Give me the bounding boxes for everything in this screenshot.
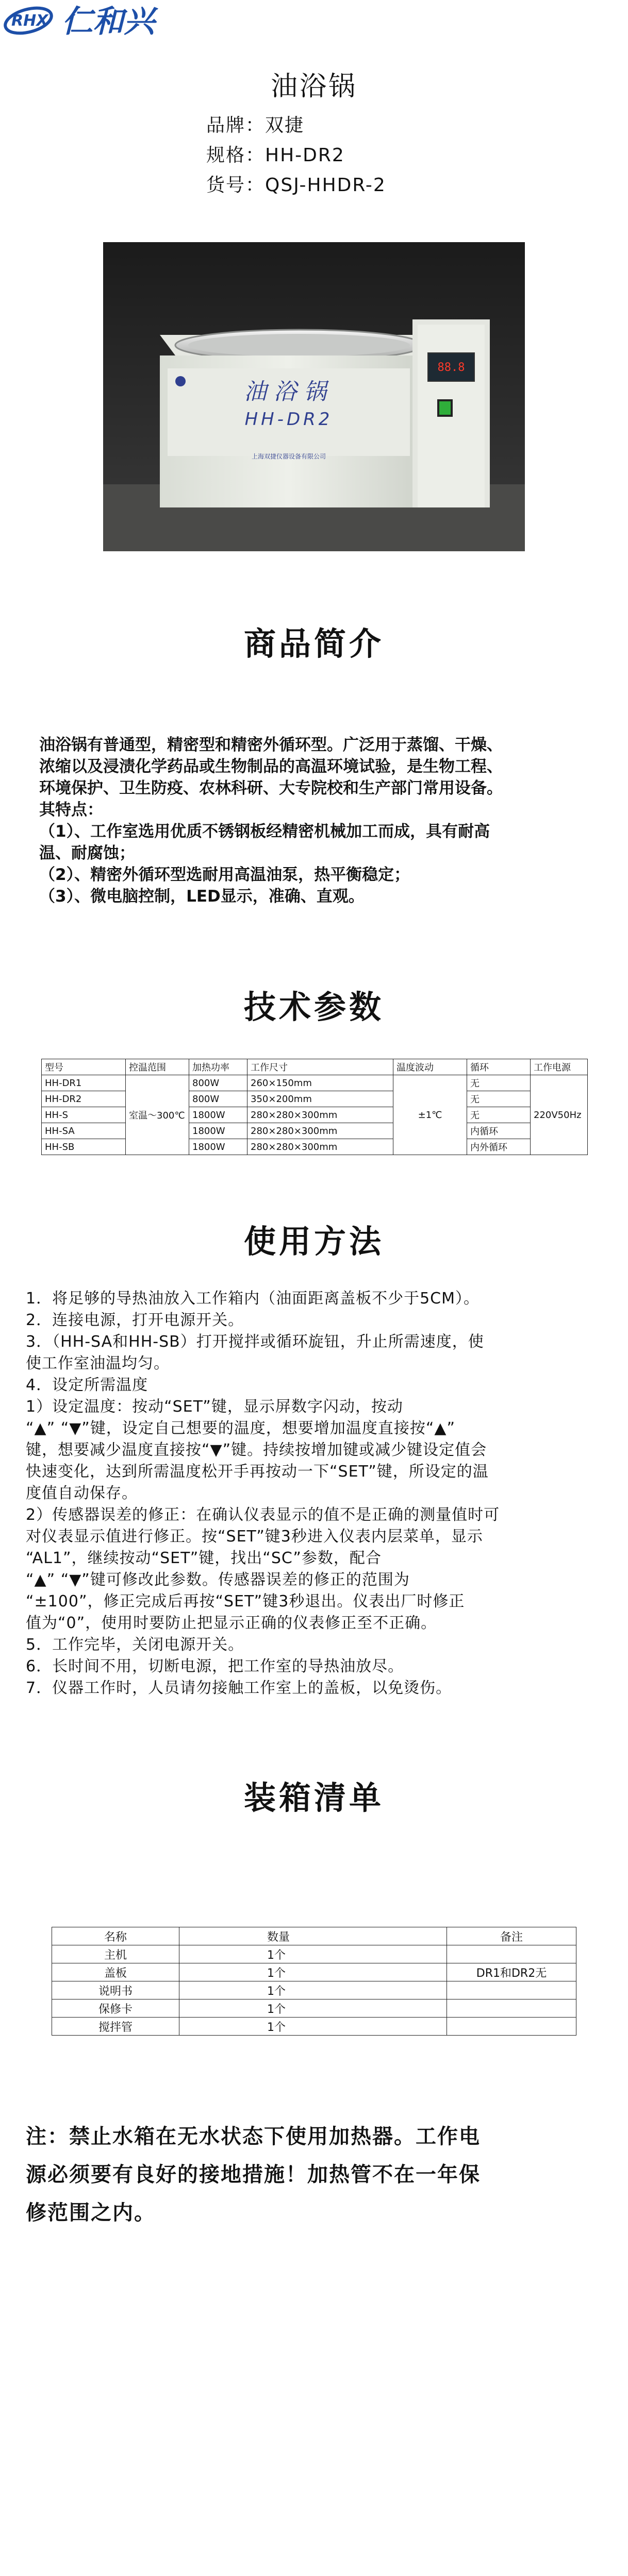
packing-note (447, 2018, 576, 2036)
product-photo (103, 242, 525, 551)
packing-name: 主机 (52, 1945, 179, 1963)
product-spec-lines (206, 111, 386, 200)
table-row (42, 1107, 588, 1123)
spec-cycle: 内外循环 (467, 1139, 531, 1155)
logo-mark-icon (3, 4, 54, 38)
usage-line: “AL1”，继续按动“SET”键，找出“SC”参数，配合 (26, 1549, 382, 1567)
spec-size: 280×280×300mm (247, 1139, 393, 1155)
packing-header: 备注 (447, 1927, 576, 1945)
intro-line: 温、耐腐蚀； (39, 844, 135, 862)
packing-note (447, 1999, 576, 2018)
spec-power: 1800W (189, 1139, 247, 1155)
packing-name: 保修卡 (52, 1999, 179, 2018)
intro-line: （3）、微电脑控制，LED显示，准确、直观。 (39, 887, 365, 906)
intro-body (39, 734, 596, 907)
packing-header: 名称 (52, 1927, 179, 1945)
spec-power: 800W (189, 1091, 247, 1107)
brand-dot-icon (175, 376, 186, 386)
usage-line: 1）设定温度：按动“SET”键，显示屏数字闪动，按动 (26, 1398, 403, 1416)
spec-model: HH-SB (42, 1139, 126, 1155)
table-row (52, 2018, 576, 2036)
packing-title: 装箱清单 (243, 1779, 384, 1817)
spec-size: 350×200mm (247, 1091, 393, 1107)
packing-note (447, 1981, 576, 1999)
spec-power: 800W (189, 1075, 247, 1091)
logo-wordmark: 仁和兴 (62, 4, 155, 40)
table-row (52, 1945, 576, 1963)
table-row (42, 1123, 588, 1139)
usage-line: “±100”，修正完成后再按“SET”键3秒退出。仪表出厂时修正 (26, 1592, 465, 1611)
spec-fluctuation: ±1℃ (393, 1075, 467, 1155)
packing-qty: 1个 (179, 1963, 447, 1981)
photo-label-main: 油浴锅 (244, 379, 334, 405)
specs-header: 加热功率 (189, 1059, 247, 1075)
usage-line: 1．将足够的导热油放入工作箱内（油面距离盖板不少于5CM）。 (26, 1290, 480, 1308)
specs-header: 循环 (467, 1059, 531, 1075)
spec-cycle: 无 (467, 1091, 531, 1107)
intro-title: 商品简介 (243, 625, 384, 663)
table-row (52, 1981, 576, 1999)
usage-line: 2）传感器误差的修正：在确认仪表显示的值不是正确的测量值时可 (26, 1506, 500, 1524)
note-line: 注：禁止水箱在无水状态下使用加热器。工作电 (26, 2125, 481, 2148)
usage-line: “▲” “▼”键可修改此参数。传感器误差的修正的范围为 (26, 1571, 410, 1589)
spec-model: HH-DR1 (42, 1075, 126, 1091)
usage-line: 7．仪器工作时，人员请勿接触工作室上的盖板，以免烫伤。 (26, 1679, 452, 1697)
packing-note (447, 1945, 576, 1963)
spec-temp-range: 室温～300℃ (126, 1075, 189, 1155)
spec-power: 1800W (189, 1123, 247, 1139)
specs-header: 控温范围 (126, 1059, 189, 1075)
note-line: 源必须要有良好的接地措施！加热管不在一年保 (26, 2163, 481, 2187)
photo-label-model: HH-DR2 (244, 409, 333, 430)
usage-line: 使工作室油温均匀。 (26, 1354, 170, 1372)
table-row (42, 1075, 588, 1091)
usage-line: 6．长时间不用，切断电源，把工作室的导热油放尽。 (26, 1657, 404, 1675)
display-reading: 88.8 (437, 361, 465, 374)
usage-line: 键，想要减少温度直接按“▼”键。持续按增加键或减少键设定值会 (26, 1441, 487, 1459)
packing-name: 说明书 (52, 1981, 179, 1999)
usage-title: 使用方法 (243, 1223, 384, 1260)
sku-line: 货号：QSJ-HHDR-2 (206, 175, 386, 196)
table-row (42, 1091, 588, 1107)
product-title: 油浴锅 (270, 71, 357, 102)
specs-table (41, 1059, 588, 1155)
intro-line: 油浴锅有普通型，精密型和精密外循环型。广泛用于蒸馏、干燥、 (39, 736, 503, 754)
spec-model: HH-S (42, 1107, 126, 1123)
specs-header: 工作尺寸 (247, 1059, 393, 1075)
usage-line: 3．（HH-SA和HH-SB）打开搅拌或循环旋钮，升止所需速度，使 (26, 1333, 484, 1351)
usage-line: 快速变化，达到所需温度松开手再按动一下“SET”键，所设定的温 (26, 1463, 489, 1481)
packing-qty: 1个 (179, 1981, 447, 1999)
model-line: 规格：HH-DR2 (206, 145, 345, 166)
usage-line: 5．工作完毕，关闭电源开关。 (26, 1636, 244, 1654)
specs-header: 温度波动 (393, 1059, 467, 1075)
usage-line: 度值自动保存。 (26, 1484, 138, 1502)
intro-line: （1）、工作室选用优质不锈钢板经精密机械加工而成，具有耐高 (39, 822, 490, 841)
packing-name: 盖板 (52, 1963, 179, 1981)
spec-model: HH-DR2 (42, 1091, 126, 1107)
usage-line: 4．设定所需温度 (26, 1376, 148, 1394)
spec-size: 280×280×300mm (247, 1123, 393, 1139)
warning-note (26, 2117, 567, 2232)
spec-size: 280×280×300mm (247, 1107, 393, 1123)
intro-line: （2）、精密外循环型选耐用高温油泵，热平衡稳定； (39, 866, 410, 884)
table-row (42, 1139, 588, 1155)
table-row (52, 1999, 576, 2018)
table-row (52, 1963, 576, 1981)
intro-line: 浓缩以及浸渍化学药品或生物制品的高温环境试验，是生物工程、 (39, 757, 503, 776)
photo-label-company: 上海双捷仪器设备有限公司 (251, 453, 326, 460)
specs-header: 型号 (42, 1059, 126, 1075)
usage-line: 对仪表显示值进行修正。按“SET”键3秒进入仪表内层菜单，显示 (26, 1528, 483, 1546)
logo-mark-text: RHX (11, 12, 48, 30)
packing-qty: 1个 (179, 1945, 447, 1963)
usage-line: 2．连接电源，打开电源开关。 (26, 1311, 244, 1329)
specs-header-row (42, 1059, 588, 1075)
intro-line: 其特点： (39, 801, 103, 819)
brand-line: 品牌：双捷 (206, 115, 305, 136)
intro-line: 环境保护、卫生防疫、农林科研、大专院校和生产部门常用设备。 (39, 779, 503, 798)
packing-name: 搅拌管 (52, 2018, 179, 2036)
specs-title: 技术参数 (243, 988, 384, 1026)
packing-header-row (52, 1927, 576, 1945)
spec-power-supply: 220V50Hz (531, 1075, 588, 1155)
usage-body (26, 1288, 608, 1699)
spec-cycle: 无 (467, 1107, 531, 1123)
spec-size: 260×150mm (247, 1075, 393, 1091)
usage-line: “▲” “▼”键，设定自己想要的温度，想要增加温度直接按“▲” (26, 1419, 456, 1437)
packing-note: DR1和DR2无 (447, 1963, 576, 1981)
usage-line: 值为“0”，使用时要防止把显示正确的仪表修正至不正确。 (26, 1614, 437, 1632)
packing-table (52, 1927, 576, 2036)
specs-header: 工作电源 (531, 1059, 588, 1075)
packing-header: 数量 (179, 1927, 447, 1945)
spec-cycle: 无 (467, 1075, 531, 1091)
packing-qty: 1个 (179, 1999, 447, 2018)
brand-logo (0, 0, 217, 41)
note-line: 修范围之内。 (26, 2201, 156, 2225)
spec-cycle: 内循环 (467, 1123, 531, 1139)
spec-model: HH-SA (42, 1123, 126, 1139)
spec-power: 1800W (189, 1107, 247, 1123)
packing-qty: 1个 (179, 2018, 447, 2036)
